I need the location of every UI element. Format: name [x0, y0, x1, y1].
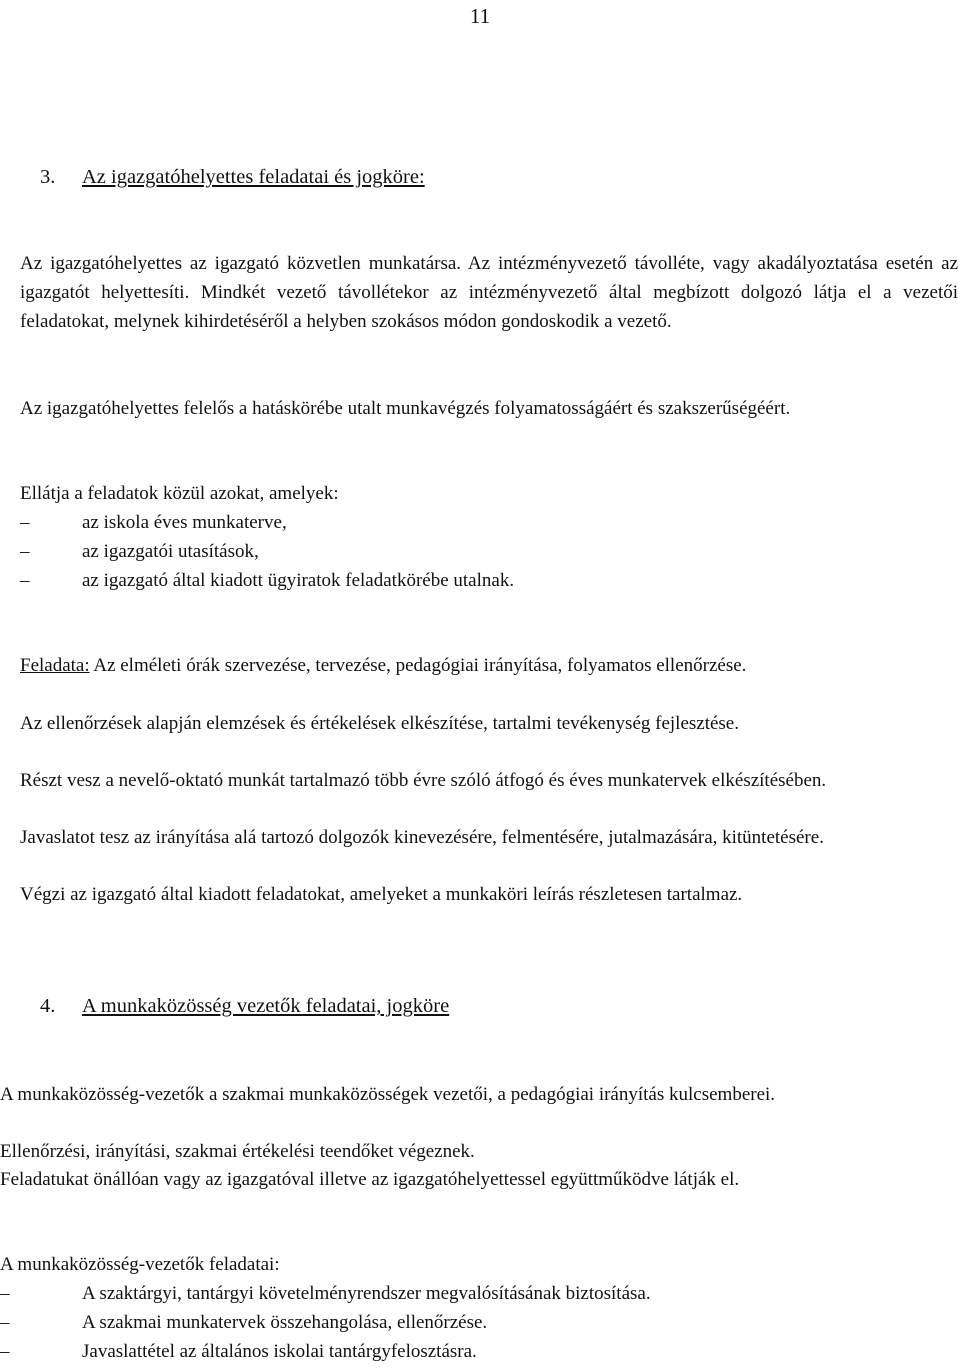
paragraph: Feladatukat önállóan vagy az igazgatóval illetve az igazgatóhelyettessel együttműködve látják el. [0, 1169, 740, 1190]
page-number: 11 [469, 4, 491, 28]
dash-bullet: – [20, 512, 30, 533]
list-intro: Ellátja a feladatok közül azokat, amelyek: [20, 483, 339, 504]
paragraph: Ellenőrzési, irányítási, szakmai értékelési teendőket végeznek. [0, 1141, 475, 1162]
paragraph: Végzi az igazgató által kiadott feladatokat, amelyeket a munkaköri leírás részletesen tartalmaz. [20, 884, 743, 905]
feladata-label: Feladata: [20, 655, 90, 676]
dash-bullet: – [20, 570, 30, 591]
section-4-heading [40, 995, 449, 1018]
section-4-title: A munkaközösség vezetők feladatai, jogköre [82, 995, 450, 1017]
section-3-number: 3. [40, 166, 56, 188]
list-intro: A munkaközösség-vezetők feladatai: [0, 1254, 280, 1275]
section-4-number: 4. [40, 995, 56, 1017]
paragraph: Az ellenőrzések alapján elemzések és értékelések elkészítése, tartalmi tevékenység fejlesztése. [20, 713, 739, 734]
section-3-title: Az igazgatóhelyettes feladatai és jogköre: [82, 166, 425, 188]
paragraph-feladata: Feladata: Az elméleti órák szervezése, tervezése, pedagógiai irányítása, folyamatos ellenőrzése. [20, 655, 747, 676]
dash-bullet: – [0, 1283, 10, 1304]
section-3-heading [40, 166, 425, 189]
paragraph: Részt vesz a nevelő-oktató munkát tartalmazó több évre szóló átfogó és éves munkatervek elkészítésében. [20, 770, 827, 791]
paragraph: Javaslatot tesz az irányítása alá tartozó dolgozók kinevezésére, felmentésére, jutalmazására, kitüntetésére. [20, 827, 824, 848]
dash-bullet: – [0, 1312, 10, 1333]
paragraph: Az igazgatóhelyettes felelős a hatáskörébe utalt munkavégzés folyamatosságáért és szakszerűségéért. [20, 398, 791, 419]
paragraph: A munkaközösség-vezetők a szakmai munkaközösségek vezetői, a pedagógiai irányítás kulcsemberei. [0, 1084, 776, 1105]
paragraph: Az igazgatóhelyettes az igazgató közvetlen munkatársa. Az intézményvezető távolléte, vagy akadályoztatása esetén az igazgatót helyettesíti. Mindkét vezető távollétekor az intézményvezető által megbízott dolgozó látja el a vezetői feladatokat, melynek kihirdetéséről a helyben szokásos módon gondoskodik a vezető. [20, 253, 958, 332]
dash-bullet: – [20, 541, 30, 562]
dash-bullet: – [0, 1341, 10, 1362]
